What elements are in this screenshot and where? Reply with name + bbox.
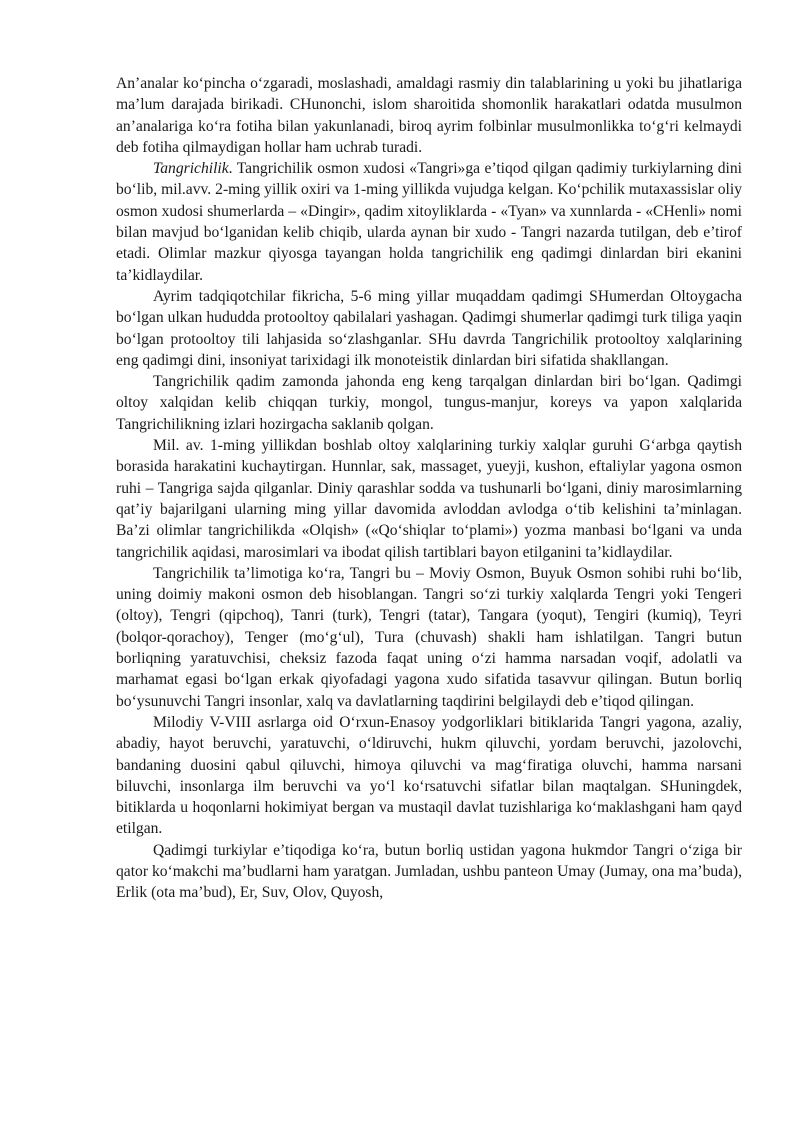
paragraph-text: . Tangrichilik osmon xudosi «Tangri»ga e’tiqod qilgan qadimiy turkiylarning dini bo‘lib, mil.avv. 2-ming yillik oxiri va 1-ming yillikda vujudga kelgan. Ko‘pchilik mutaxassislar oliy osmon xudosi shumerlarda – «Dingir», qadim xitoyliklarda - «Tyan» va xunnlarda - «CHenli» nomi bilan mavjud bo‘lganidan kelib chiqib, ularda aynan bir xudo - Tangri nazarda tutilgan, deb e’tirof etadi. Olimlar mazkur qiyosga tayangan holda tangrichilik eng qadimgi dinlardan biri ekanini ta’kidlaydilar. — [116, 160, 742, 284]
paragraph-4 — [116, 371, 742, 435]
paragraph-8 — [116, 840, 742, 904]
paragraph-text: Mil. av. 1-ming yillikdan boshlab oltoy xalqlarining turkiy xalqlar guruhi G‘arbga qaytish borasida harakatini kuchaytirgan. Hunnlar, sak, massaget, yueyji, kushon, eftaliylar yagona osmon ruhi – Tangriga sajda qilganlar. Diniy qarashlar sodda va tushunarli bo‘lgani, diniy marosimlarning qat’iy bajarilgani ularning ming yillar davomida avloddan avlodga o‘tib kelishini ta’minlagan. Ba’zi olimlar tangrichilikda «Olqish» («Qo‘shiqlar to‘plami») yozma manbasi bo‘lgani va unda tangrichilik aqidasi, marosimlari va ibodat qilish tartiblari bayon etilganini ta’kidlaydilar. — [116, 437, 742, 561]
section-term-tangrichilik: Tangrichilik — [153, 160, 229, 178]
paragraph-5 — [116, 435, 742, 563]
paragraph-text: An’analar ko‘pincha o‘zgaradi, moslashadi, amaldagi rasmiy din talablarining u yoki bu jihatlariga ma’lum darajada birikadi. CHunonchi, islom sharoitida shomonlik harakatlari odatda musulmon an’analariga ko‘ra fotiha bilan yakunlanadi, biroq ayrim folbinlar musulmonlikka to‘g‘ri kelmaydi deb fotiha qilmaydigan hollar ham uchrab turadi. — [116, 75, 742, 156]
paragraph-text: Ayrim tadqiqotchilar fikricha, 5-6 ming yillar muqaddam qadimgi SHumerdan Oltoygacha bo‘lgan ulkan hududda protooltoy qabilalari yashagan. Qadimgi shumerlar qadimgi turk tiliga yaqin bo‘lgan protooltoy tili lahjasida so‘zlashganlar. SHu davrda Tangrichilik protooltoy xalqlarining eng qadimgi dini, insoniyat tarixidagi ilk monoteistik dinlardan biri sifatida shakllangan. — [116, 287, 742, 369]
paragraph-text: Milodiy V-VIII asrlarga oid O‘rxun-Enasoy yodgorliklari bitiklarida Tangri yagona, azaliy, abadiy, hayot beruvchi, yaratuvchi, o‘ldiruvchi, hukm qiluvchi, yordam beruvchi, jazolovchi, bandaning duosini qabul qiluvchi, himoya qiluvchi va mag‘firatiga oluvchi, hamma narsani biluvchi, insonlarga ilm beruvchi va yo‘l ko‘rsatuvchi sifatlar bilan maqtalgan. SHuningdek, bitiklarda u hoqonlarni hokimiyat bergan va mustaqil davlat tuzishlariga ko‘maklashgani ham qayd etilgan. — [116, 713, 742, 838]
document-page — [116, 73, 742, 904]
paragraph-7 — [116, 712, 742, 840]
paragraph-text: Qadimgi turkiylar e’tiqodiga ko‘ra, butun borliq ustidan yagona hukmdor Tangri o‘ziga bir qator ko‘makchi ma’budlarni ham yaratgan. Jumladan, ushbu panteon Umay (Jumay, ona ma’buda), Erlik (ota ma’bud), Er, Suv, Olov, Quyosh, — [116, 841, 742, 902]
paragraph-2 — [116, 158, 742, 286]
paragraph-text: Tangrichilik ta’limotiga ko‘ra, Tangri bu – Moviy Osmon, Buyuk Osmon sohibi ruhi bo‘lib, uning doimiy makoni osmon deb hisoblangan. Tangri so‘zi turkiy xalqlarda Tengri yoki Tengeri (oltoy), Tengri (qipchoq), Tanri (turk), Tengri (tatar), Tangara (yoqut), Tengiri (kumiq), Teyri (bolqor-qorachoy), Tenger (mo‘g‘ul), Tura (chuvash) shakli ham ishlatilgan. Tangri butun borliqning yaratuvchisi, cheksiz fazoda faqat uning o‘zi hamma narsadan voqif, adolatli va marhamat egasi bo‘lgan erkak qiyofadagi yagona xudo sifatida tasavvur qilingan. Butun borliq bo‘ysunuvchi Tangri insonlar, xalq va davlatlarning taqdirini belgilaydi deb e’tiqod qilingan. — [116, 564, 742, 710]
paragraph-6 — [116, 563, 742, 712]
paragraph-3 — [116, 286, 742, 371]
paragraph-text: Tangrichilik qadim zamonda jahonda eng keng tarqalgan dinlardan biri bo‘lgan. Qadimgi oltoy xalqidan kelib chiqqan turkiy, mongol, tungus-manjur, koreys va yapon xalqlarida Tangrichilikning izlari hozirgacha saklanib qolgan. — [116, 373, 742, 433]
paragraph-1 — [116, 73, 742, 158]
